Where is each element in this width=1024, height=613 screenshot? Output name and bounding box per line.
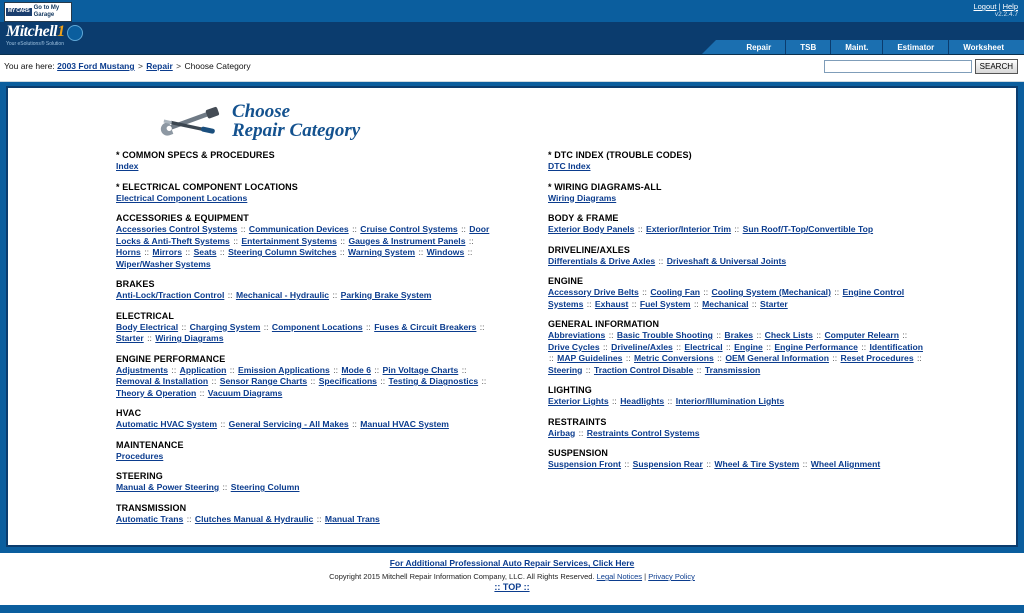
category-group-title: MAINTENANCE	[116, 439, 184, 450]
nav-band	[0, 22, 1024, 55]
category-link[interactable]: Component Locations	[271, 321, 363, 332]
category-link[interactable]: Accessories Control Systems	[116, 224, 238, 234]
category-group-title: BODY & FRAME	[548, 213, 619, 223]
tab-estimator[interactable]: Estimator	[883, 40, 949, 54]
link-separator: ::	[749, 298, 760, 309]
professional-services-link[interactable]: For Additional Professional Auto Repair Services, Click Here	[389, 558, 635, 568]
category-link[interactable]: Fuel System	[639, 298, 691, 309]
category-link-list	[116, 482, 491, 494]
link-separator: ::	[209, 376, 219, 386]
logo-suffix: 1	[57, 23, 65, 40]
link-separator: ::	[330, 290, 340, 300]
copyright-text: Copyright 2015 Mitchell Repair Information Company, LLC. All Rights Reserved.	[329, 572, 595, 581]
breadcrumb-sep-2: >	[176, 61, 182, 71]
category-link[interactable]: Computer Relearn	[824, 330, 899, 340]
search-input[interactable]	[824, 60, 972, 73]
link-separator: ::	[144, 333, 155, 343]
link-separator: ::	[576, 427, 586, 438]
category-link[interactable]: Exterior Body Panels	[548, 224, 635, 234]
category-link[interactable]: Entertainment Systems	[241, 235, 337, 246]
category-link[interactable]: Body Electrical	[116, 321, 179, 332]
help-link[interactable]: Help	[1002, 2, 1018, 11]
category-link-list	[548, 287, 923, 310]
category-link[interactable]: Manual HVAC System	[360, 419, 449, 429]
right-category-column	[512, 150, 1016, 534]
category-link-list	[548, 428, 923, 440]
category-group	[116, 213, 512, 270]
link-separator: ::	[458, 224, 469, 234]
category-link[interactable]: Clutches Manual & Hydraulic	[194, 513, 314, 524]
category-group-title: * DTC INDEX (TROUBLE CODES)	[548, 150, 692, 160]
category-link[interactable]: Suspension Rear	[632, 459, 703, 469]
category-link[interactable]: Engine Performance	[774, 341, 858, 352]
category-link[interactable]: Steering	[548, 364, 583, 375]
page-title-line1: Choose	[232, 101, 291, 122]
search-button[interactable]: SEARCH	[975, 59, 1018, 74]
link-separator: ::	[349, 419, 360, 429]
category-link-list	[548, 396, 923, 408]
category-link[interactable]: Drive Cycles	[548, 341, 600, 352]
category-group	[116, 408, 512, 431]
link-separator: ::	[609, 396, 620, 406]
category-group-title: ELECTRICAL	[116, 310, 174, 321]
category-group-title: HVAC	[116, 408, 142, 418]
category-link[interactable]: Procedures	[116, 450, 164, 461]
tab-worksheet[interactable]: Worksheet	[949, 40, 1024, 54]
link-separator: ::	[197, 387, 207, 398]
category-link[interactable]: Differentials & Drive Axles	[548, 255, 656, 266]
link-separator: ::	[477, 321, 485, 332]
category-link-list	[548, 459, 923, 471]
content-panel	[6, 86, 1018, 547]
category-link[interactable]: Basic Trouble Shooting	[616, 330, 713, 340]
tab-repair[interactable]: Repair	[732, 40, 786, 54]
link-separator: ::	[732, 224, 742, 234]
category-link[interactable]: Accessory Drive Belts	[548, 287, 639, 297]
category-link[interactable]: Charging System	[189, 321, 261, 332]
category-link[interactable]: Anti-Lock/Traction Control	[116, 290, 225, 300]
category-link[interactable]: Engine Control Systems	[548, 287, 905, 309]
link-separator: ::	[179, 321, 189, 332]
category-group-title: LIGHTING	[548, 385, 592, 395]
category-link[interactable]: Driveshaft & Universal Joints	[666, 255, 787, 266]
link-separator: ::	[337, 235, 348, 246]
category-group	[116, 440, 512, 463]
link-separator: ::	[218, 419, 228, 429]
category-link[interactable]: Starter	[760, 298, 788, 309]
category-link-list	[116, 193, 491, 205]
link-separator: ::	[800, 459, 810, 469]
my-cars-badge: MY CARS	[8, 8, 30, 15]
category-link[interactable]: Traction Control Disable	[593, 364, 694, 375]
category-link[interactable]: Cooling System (Mechanical)	[711, 287, 831, 297]
category-link-list	[116, 161, 491, 173]
category-link[interactable]: Electrical	[684, 341, 723, 352]
footer	[0, 553, 1024, 605]
category-group	[116, 279, 512, 302]
category-link[interactable]: Sun Roof/T-Top/Convertible Top	[742, 224, 874, 234]
link-separator: ::	[459, 364, 467, 375]
category-columns	[8, 144, 1016, 534]
category-group-title: ENGINE PERFORMANCE	[116, 353, 226, 364]
link-separator: ::	[584, 298, 594, 309]
link-separator: ::	[479, 376, 487, 386]
category-link[interactable]: Automatic HVAC System	[116, 419, 218, 429]
tab-tsb[interactable]: TSB	[786, 40, 831, 54]
category-link[interactable]: Pin Voltage Charts	[382, 364, 459, 375]
category-link-list	[548, 256, 923, 268]
category-group-title: * COMMON SPECS & PROCEDURES	[116, 150, 275, 160]
link-separator: ::	[723, 341, 734, 352]
category-link[interactable]: Wiper/Washer Systems	[116, 258, 211, 269]
logo-tagline: Your eSolutions® Solution	[6, 41, 64, 47]
logo-badge-icon	[67, 25, 83, 41]
link-separator: ::	[377, 376, 388, 386]
category-group	[116, 182, 512, 205]
category-group	[548, 276, 1016, 310]
category-link[interactable]: Application	[179, 364, 227, 375]
go-to-my-garage-button[interactable]	[4, 2, 72, 22]
breadcrumb-prefix: You are here:	[4, 61, 55, 71]
link-separator: ::	[813, 330, 824, 340]
link-separator: ::	[914, 353, 922, 363]
category-group	[116, 311, 512, 345]
category-group-title: ENGINE	[548, 276, 584, 286]
category-group-title: RESTRAINTS	[548, 416, 607, 427]
category-group	[548, 385, 1016, 408]
category-link[interactable]: Door Locks & Anti-Theft Systems	[116, 224, 490, 246]
link-separator: ::	[829, 353, 840, 363]
category-link[interactable]: Manual & Power Steering	[116, 482, 220, 492]
category-link[interactable]: Driveline/Axles	[611, 341, 673, 352]
category-link[interactable]: Interior/Illumination Lights	[675, 396, 785, 406]
link-separator: ::	[635, 224, 646, 234]
category-group-title: GENERAL INFORMATION	[548, 319, 660, 329]
link-separator: ::	[665, 396, 675, 406]
link-separator: ::	[230, 235, 241, 246]
category-link[interactable]: Communication Devices	[248, 224, 349, 234]
link-separator: ::	[714, 353, 725, 363]
category-link-list	[116, 322, 491, 345]
link-separator: ::	[184, 513, 194, 524]
category-link[interactable]: MAP Guidelines	[557, 353, 623, 363]
category-link[interactable]: Metric Conversions	[634, 353, 714, 363]
link-separator: ::	[349, 224, 360, 234]
category-link[interactable]: Brakes	[724, 330, 754, 340]
breadcrumb-repair-link[interactable]: Repair	[146, 61, 173, 71]
breadcrumb	[4, 61, 251, 71]
category-group-title: STEERING	[116, 471, 163, 481]
category-link[interactable]: Steering Column Switches	[228, 247, 337, 257]
category-link[interactable]: Headlights	[620, 396, 665, 406]
category-group	[548, 150, 1016, 173]
link-separator: ::	[694, 364, 704, 375]
category-link[interactable]: Mechanical - Hydraulic	[235, 290, 330, 300]
link-separator: ::	[227, 364, 237, 375]
category-link[interactable]: Wiring Diagrams	[155, 333, 224, 343]
category-link[interactable]: Transmission	[704, 364, 761, 375]
category-link[interactable]: Restraints Control Systems	[586, 427, 700, 438]
category-link-list	[116, 419, 491, 431]
link-separator: ::	[371, 364, 382, 375]
category-link-list	[548, 330, 923, 376]
category-group-title: ACCESSORIES & EQUIPMENT	[116, 213, 249, 223]
category-link[interactable]: Cooling Fan	[650, 287, 700, 297]
category-link[interactable]: Fuses & Circuit Breakers	[374, 321, 477, 332]
category-link-list	[116, 451, 491, 463]
category-link[interactable]: Manual Trans	[324, 513, 380, 524]
category-link[interactable]: Starter	[116, 333, 144, 343]
link-separator: ::	[330, 364, 341, 375]
mitchell1-logo	[6, 24, 83, 47]
link-separator: ::	[763, 341, 774, 352]
category-link[interactable]: Gauges & Instrument Panels	[348, 235, 466, 246]
category-link-list	[116, 365, 491, 400]
category-link[interactable]: Testing & Diagnostics	[388, 376, 479, 386]
category-link[interactable]: Suspension Front	[548, 459, 622, 469]
category-link[interactable]: Removal & Installation	[116, 376, 209, 386]
link-separator: ::	[183, 247, 193, 257]
link-separator: ::	[831, 287, 842, 297]
link-separator: ::	[656, 255, 666, 266]
category-group	[116, 354, 512, 400]
link-separator: ::	[703, 459, 714, 469]
category-link[interactable]: Warning System	[348, 247, 416, 257]
category-link[interactable]: Check Lists	[764, 330, 813, 340]
category-link[interactable]: Parking Brake System	[340, 290, 432, 300]
link-separator: ::	[700, 287, 711, 297]
category-link[interactable]: Mechanical	[702, 298, 749, 309]
category-link-list	[116, 224, 491, 270]
link-separator: ::	[622, 459, 632, 469]
link-separator: ::	[465, 247, 473, 257]
link-separator: ::	[639, 287, 650, 297]
footer-legal-row	[0, 572, 1024, 581]
link-separator: ::	[225, 290, 235, 300]
category-link[interactable]: Steering Column	[230, 482, 300, 492]
link-separator: ::	[858, 341, 869, 352]
category-link[interactable]: Cruise Control Systems	[360, 224, 458, 234]
garage-label-line2: Garage	[33, 12, 55, 18]
category-link[interactable]: Reset Procedures	[840, 353, 914, 363]
category-group	[548, 448, 1016, 471]
category-group-title: * WIRING DIAGRAMS-ALL	[548, 181, 662, 192]
category-link-list	[116, 514, 491, 526]
link-separator: ::	[713, 330, 724, 340]
link-divider: |	[998, 2, 1001, 11]
category-link[interactable]: OEM General Information	[725, 353, 829, 363]
category-link[interactable]: Airbag	[548, 427, 576, 438]
category-link[interactable]: Wiring Diagrams	[548, 192, 617, 203]
category-group	[548, 182, 1016, 205]
back-to-top-link[interactable]: :: TOP ::	[494, 582, 530, 592]
category-link[interactable]: Exhaust	[594, 298, 629, 309]
category-link-list	[548, 161, 923, 173]
logo-text: Mitchell	[6, 23, 58, 40]
link-separator: ::	[691, 298, 702, 309]
category-group	[116, 150, 512, 173]
link-separator: ::	[606, 330, 616, 340]
category-link[interactable]: Horns	[116, 247, 141, 257]
category-link[interactable]: General Servicing - All Makes	[228, 419, 349, 429]
category-link[interactable]: Mode 6	[341, 364, 371, 375]
category-group	[548, 245, 1016, 268]
breadcrumb-vehicle-link[interactable]: 2003 Ford Mustang	[57, 61, 135, 71]
link-separator: ::	[466, 235, 474, 246]
category-link[interactable]: Wheel & Tire System	[714, 459, 800, 469]
category-link[interactable]: Adjustments	[116, 364, 169, 375]
link-separator: ::	[141, 247, 152, 257]
category-link[interactable]: Wheel Alignment	[810, 459, 881, 469]
category-group-title: TRANSMISSION	[116, 502, 187, 513]
category-link[interactable]: Mirrors	[152, 247, 183, 257]
link-separator: ::	[416, 247, 426, 257]
version-label: v2.2.4.7	[994, 11, 1018, 19]
link-separator: ::	[549, 353, 557, 363]
left-category-column	[8, 150, 512, 534]
link-separator: ::	[238, 224, 248, 234]
category-group	[548, 213, 1016, 236]
link-separator: ::	[600, 341, 611, 352]
category-link[interactable]: Abbreviations	[548, 330, 606, 340]
tab-maint[interactable]: Maint.	[831, 40, 883, 54]
category-link[interactable]: Seats	[193, 247, 217, 257]
top-bar	[0, 0, 1024, 22]
category-link[interactable]: Emission Applications	[237, 364, 330, 375]
category-group	[548, 417, 1016, 440]
link-separator: ::	[754, 330, 764, 340]
link-separator: ::	[337, 247, 348, 257]
category-link[interactable]: Engine	[734, 341, 763, 352]
wrench-screwdriver-icon	[158, 101, 224, 141]
breadcrumb-sep-1: >	[137, 61, 143, 71]
category-group	[116, 503, 512, 526]
logout-link[interactable]: Logout	[973, 2, 997, 11]
category-link[interactable]: Electrical Component Locations	[116, 192, 248, 203]
privacy-policy-link[interactable]: Privacy Policy	[648, 572, 695, 581]
link-separator: ::	[220, 482, 230, 492]
page-title-line2: Repair Category	[232, 120, 361, 141]
link-separator: ::	[899, 330, 908, 340]
bottom-blue-bar	[0, 605, 1024, 613]
top-right-links	[973, 2, 1018, 20]
category-link-list	[548, 193, 923, 205]
category-link[interactable]: Theory & Operation	[116, 387, 197, 398]
legal-notices-link[interactable]: Legal Notices	[596, 572, 643, 581]
footer-sep: |	[644, 572, 647, 581]
link-separator: ::	[314, 513, 324, 524]
category-link[interactable]: Index	[116, 161, 139, 171]
category-link[interactable]: Specifications	[318, 376, 377, 386]
category-group-title: SUSPENSION	[548, 448, 609, 458]
category-link[interactable]: Vacuum Diagrams	[207, 387, 283, 398]
category-link[interactable]: Exterior/Interior Trim	[646, 224, 732, 234]
page-title	[232, 102, 360, 140]
category-link[interactable]: Exterior Lights	[548, 396, 609, 406]
category-group-title: DRIVELINE/AXLES	[548, 244, 631, 255]
breadcrumb-row	[0, 55, 1024, 82]
breadcrumb-current: Choose Category	[184, 61, 251, 71]
link-separator: ::	[623, 353, 633, 363]
category-link-list	[548, 224, 923, 236]
category-group	[548, 319, 1016, 376]
category-group-title: * ELECTRICAL COMPONENT LOCATIONS	[116, 181, 298, 192]
category-link[interactable]: Windows	[426, 247, 465, 257]
search-area	[824, 59, 1018, 74]
garage-label-line1: Go to My	[33, 5, 60, 12]
category-link-list	[116, 290, 491, 302]
link-separator: ::	[308, 376, 318, 386]
link-separator: ::	[583, 364, 593, 375]
category-link[interactable]: Automatic Trans	[116, 513, 184, 524]
link-separator: ::	[363, 321, 374, 332]
page-background	[0, 82, 1024, 553]
link-separator: ::	[673, 341, 684, 352]
link-separator: ::	[217, 247, 228, 257]
link-separator: ::	[629, 298, 639, 309]
category-link[interactable]: Identification	[869, 341, 923, 352]
category-link[interactable]: Sensor Range Charts	[219, 376, 308, 386]
category-group	[116, 471, 512, 494]
link-separator: ::	[169, 364, 179, 375]
link-separator: ::	[261, 321, 271, 332]
page-heading	[8, 88, 1016, 144]
main-nav-tabs	[702, 40, 1024, 54]
category-link[interactable]: DTC Index	[548, 161, 591, 171]
category-group-title: BRAKES	[116, 279, 155, 289]
nav-notch-decoration	[702, 40, 732, 54]
